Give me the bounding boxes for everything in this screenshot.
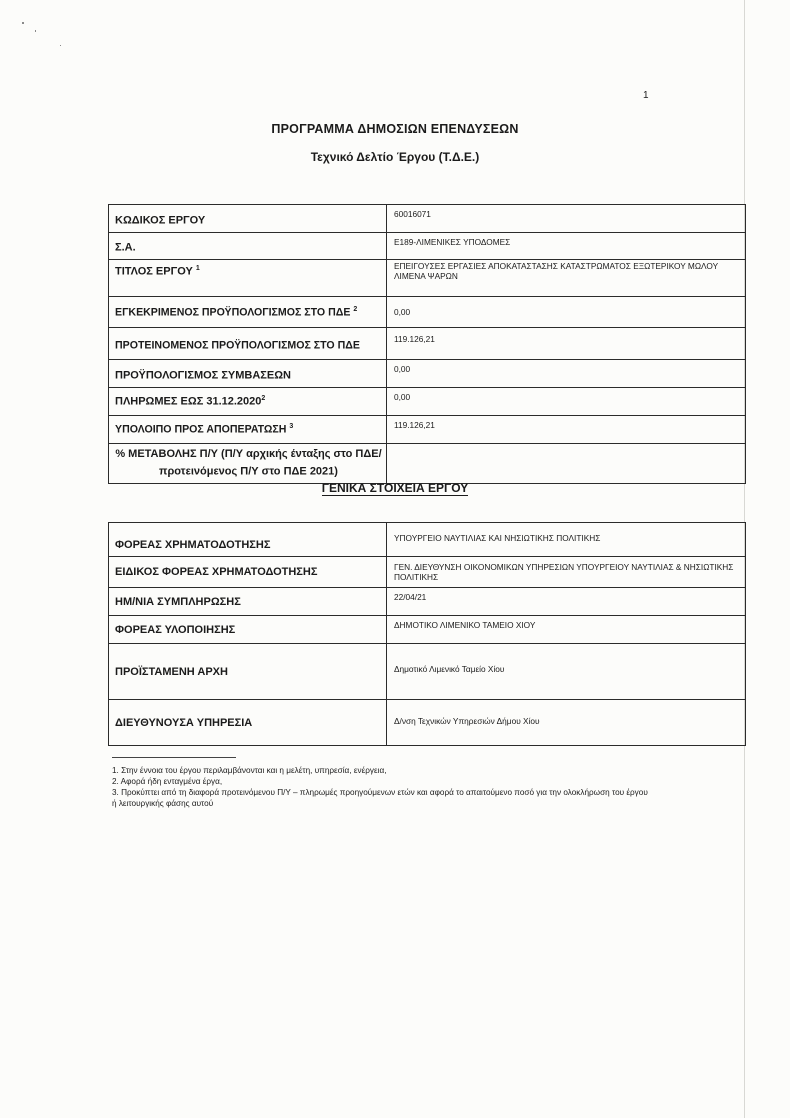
scan-speck	[35, 30, 36, 32]
document-title: ΠΡΟΓΡΑΜΜΑ ΔΗΜΟΣΙΩΝ ΕΠΕΝΔΥΣΕΩΝ	[271, 122, 519, 136]
scan-speck	[22, 22, 24, 24]
table-row	[109, 616, 746, 644]
supervising-authority-value: Δημοτικό Λιμενικό Ταμείο Χίου	[387, 644, 746, 700]
row-label: ΠΡΟΫΠΟΛΟΓΙΣΜΟΣ ΣΥΜΒΑΣΕΩΝ	[109, 360, 387, 388]
table-row	[109, 205, 746, 233]
scan-speck	[60, 45, 61, 46]
special-funding-body-value: ΓΕΝ. ΔΙΕΥΘΥΝΣΗ ΟΙΚΟΝΟΜΙΚΩΝ ΥΠΗΡΕΣΙΩΝ ΥΠΟΥΡΓΕΙΟΥ ΝΑΥΤΙΛΙΑΣ & ΝΗΣΙΩΤΙΚΗΣ ΠΟΛΙΤΙΚΗΣ	[387, 557, 746, 588]
approved-budget-value: 0,00	[387, 297, 746, 328]
completion-date-value: 22/04/21	[387, 588, 746, 616]
remaining-value: 119.126,21	[387, 416, 746, 444]
row-label: ΗΜ/ΝΙΑ ΣΥΜΠΛΗΡΩΣΗΣ	[109, 588, 387, 616]
budget-change-value	[387, 444, 746, 484]
row-label: % ΜΕΤΑΒΟΛΗΣ Π/Υ (Π/Υ αρχικής ένταξης στο ΠΔΕ/ προτεινόμενος Π/Υ στο ΠΔΕ 2021)	[109, 444, 387, 484]
footnotes	[112, 765, 652, 809]
directing-service-value: Δ/νση Τεχνικών Υπηρεσιών Δήμου Χίου	[387, 700, 746, 746]
page-number: 1	[643, 90, 649, 101]
table-row	[109, 416, 746, 444]
table-row	[109, 388, 746, 416]
row-label: ΚΩΔΙΚΟΣ ΕΡΓΟΥ	[109, 205, 387, 233]
table-row	[109, 260, 746, 297]
footnote-separator	[112, 757, 236, 758]
footnote-3: 3. Προκύπτει από τη διαφορά προτεινόμενου Π/Υ – πληρωμές προηγούμενων ετών και αφορά το απαιτούμενο ποσό για την ολοκλήρωση του έργου ή λειτουργικής φάσης αυτού	[112, 788, 648, 808]
project-title-value: ΕΠΕΙΓΟΥΣΕΣ ΕΡΓΑΣΙΕΣ ΑΠΟΚΑΤΑΣΤΑΣΗΣ ΚΑΤΑΣΤΡΩΜΑΤΟΣ ΕΞΩΤΕΡΙΚΟΥ ΜΩΛΟΥ ΛΙΜΕΝΑ ΨΑΡΩΝ	[387, 260, 746, 297]
row-label: ΠΡΟΪΣΤΑΜΕΝΗ ΑΡΧΗ	[109, 644, 387, 700]
row-label: ΕΙΔΙΚΟΣ ΦΟΡΕΑΣ ΧΡΗΜΑΤΟΔΟΤΗΣΗΣ	[109, 557, 387, 588]
table-row	[109, 444, 746, 484]
footnote-1: 1. Στην έννοια του έργου περιλαμβάνονται και η μελέτη, υπηρεσία, ενέργεια,	[112, 766, 387, 775]
table-row	[109, 328, 746, 360]
general-section-heading: ΓΕΝΙΚΑ ΣΤΟΙΧΕΙΑ ΕΡΓΟΥ	[321, 481, 469, 495]
implementing-body-value: ΔΗΜΟΤΙΚΟ ΛΙΜΕΝΙΚΟ ΤΑΜΕΙΟ ΧΙΟΥ	[387, 616, 746, 644]
row-label: ΠΡΟΤΕΙΝΟΜΕΝΟΣ ΠΡΟΫΠΟΛΟΓΙΣΜΟΣ ΣΤΟ ΠΔΕ	[109, 328, 387, 360]
row-label: ΠΛΗΡΩΜΕΣ ΕΩΣ 31.12.2020$^2$	[109, 388, 387, 416]
row-label: ΔΙΕΥΘΥΝΟΥΣΑ ΥΠΗΡΕΣΙΑ	[109, 700, 387, 746]
contracts-budget-value: 0,00	[387, 360, 746, 388]
table-row	[109, 588, 746, 616]
row-label: ΦΟΡΕΑΣ ΥΛΟΠΟΙΗΣΗΣ	[109, 616, 387, 644]
payments-value: 0,00	[387, 388, 746, 416]
row-label: Σ.Α.	[109, 233, 387, 260]
proposed-budget-value: 119.126,21	[387, 328, 746, 360]
general-info-table	[108, 522, 746, 746]
table-row	[109, 233, 746, 260]
row-label: ΦΟΡΕΑΣ ΧΡΗΜΑΤΟΔΟΤΗΣΗΣ	[109, 523, 387, 557]
row-label: ΥΠΟΛΟΙΠΟ ΠΡΟΣ ΑΠΟΠΕΡΑΤΩΣΗ $^3$	[109, 416, 387, 444]
table-row	[109, 644, 746, 700]
footnote-2: 2. Αφορά ήδη ενταγμένα έργα,	[112, 777, 223, 786]
table-row	[109, 523, 746, 557]
table-row	[109, 557, 746, 588]
table-row	[109, 700, 746, 746]
project-code-value: 60016071	[387, 205, 746, 233]
document-subtitle: Τεχνικό Δελτίο Έργου (Τ.Δ.Ε.)	[310, 150, 480, 164]
sa-value: Ε189-ΛΙΜΕΝΙΚΕΣ ΥΠΟΔΟΜΕΣ	[387, 233, 746, 260]
project-financial-table	[108, 204, 746, 484]
row-label: ΕΓΚΕΚΡΙΜΕΝΟΣ ΠΡΟΫΠΟΛΟΓΙΣΜΟΣ ΣΤΟ ΠΔΕ $^2$	[109, 297, 387, 328]
funding-body-value: ΥΠΟΥΡΓΕΙΟ ΝΑΥΤΙΛΙΑΣ ΚΑΙ ΝΗΣΙΩΤΙΚΗΣ ΠΟΛΙΤΙΚΗΣ	[387, 523, 746, 557]
row-label: ΤΙΤΛΟΣ ΕΡΓΟΥ $^1$	[109, 260, 387, 297]
table-row	[109, 360, 746, 388]
table-row	[109, 297, 746, 328]
